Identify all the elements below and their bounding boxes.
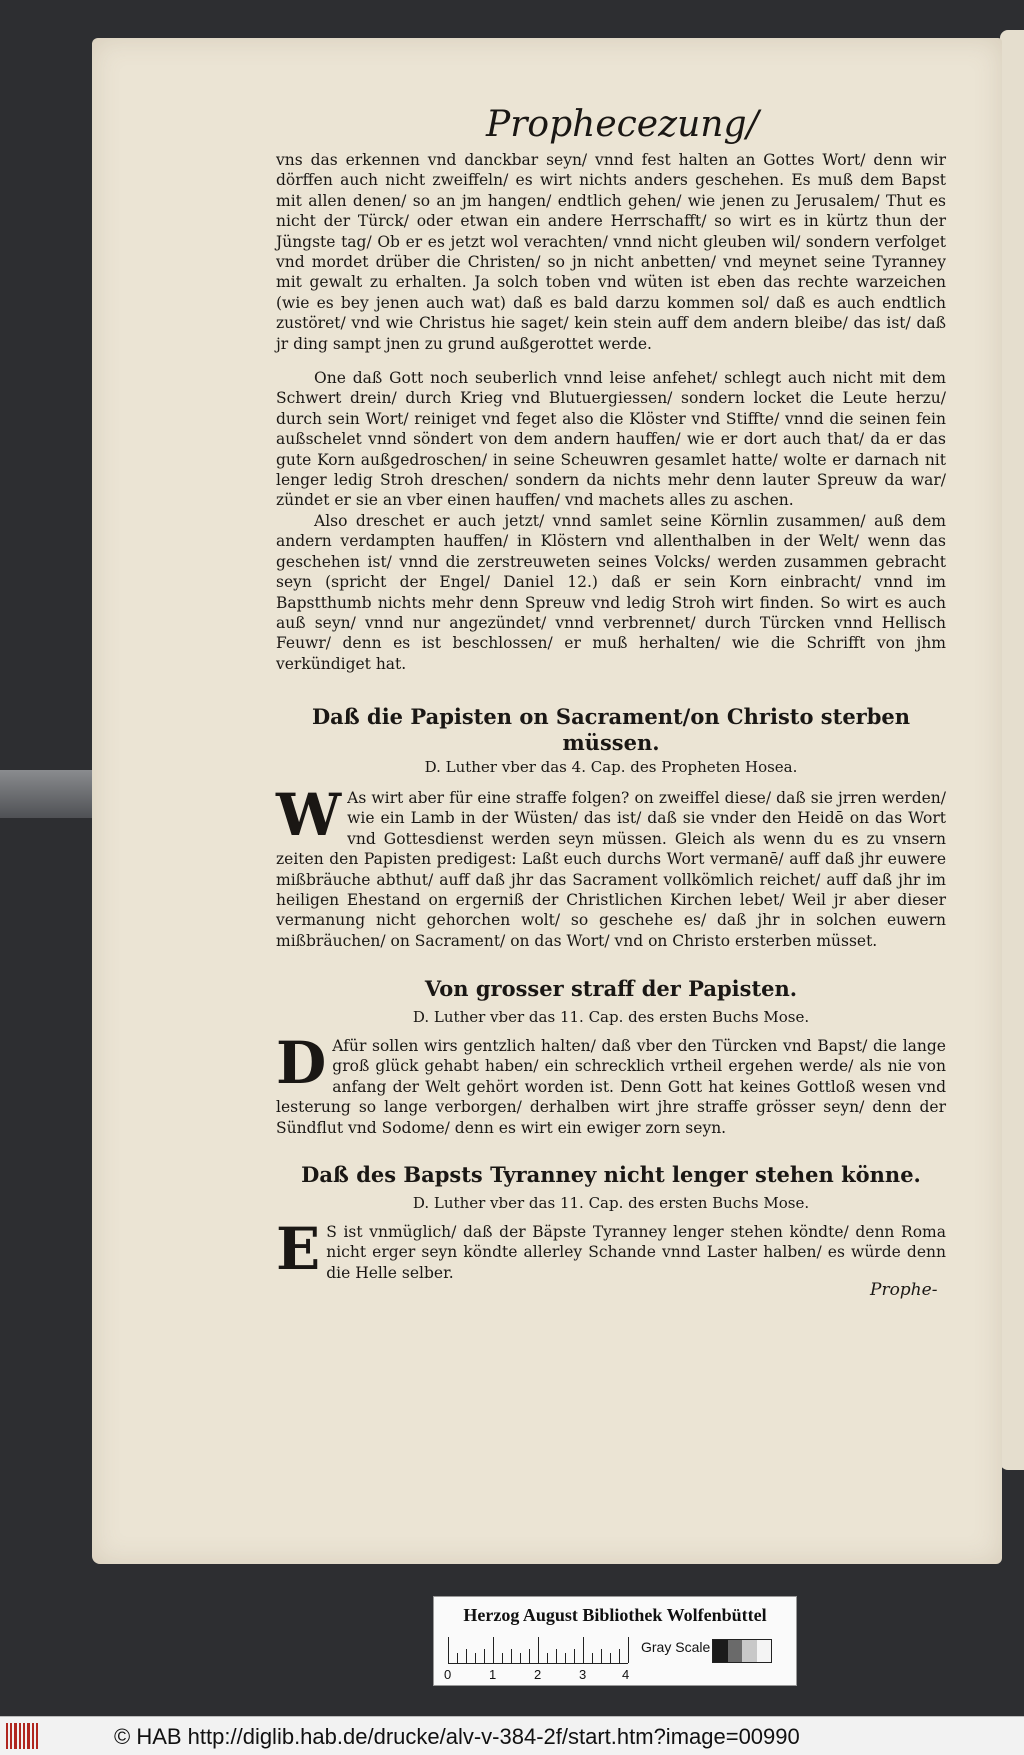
ruler-label-1: 1 xyxy=(489,1667,497,1682)
library-color-card xyxy=(433,1596,797,1686)
paragraph-4 xyxy=(276,781,946,951)
ruler-label-2: 2 xyxy=(534,1667,542,1682)
paragraph-5-text: Afür sollen wirs gentzlich halten/ daß vber den Türcken vnd Bapst/ die lange groß glück gehabt haben/ ein schrecklich vrtheil ergehen werde/ als nie von anfang der Welt gehört worden ist. Denn Gott hat keines Gottloß wesen vnd lesterung so lange verborgen/ derhalben wirt jhre straffe grösser seyn/ denn der Sündflut vnd Sodome/ denn es wirt ein ewiger zorn seyn. xyxy=(276,1037,946,1137)
paragraph-4-text: As wirt aber für eine straffe folgen? on zweiffel diese/ daß sie jrren werden/ wie ein Lamb in der Wüsten/ das ist/ daß sie vnder den Heidē on das Wort vnd Gottesdienst werden seyn müssen. Gleich als wenn du es zu vnsern zeiten den Papisten predigest: Laßt euch durchs Wort vermanē/ auff daß jhr euwere mißbräuche abthut/ auff daß jhr das Sacrament vollkömlich reichet/ auff daß jhr im heiligen Ehestand on ergerniß der Christlichen Kirchen lebet/ Weil jr aber dieser vermanung nicht gehorchen wolt/ so geschehe es/ daß jhr in solchen euwern mißbräuchen/ on Sacrament/ on das Wort/ vnd on Christo ersterben müsset. xyxy=(276,789,946,950)
ruler-label-3: 3 xyxy=(579,1667,587,1682)
ruler-label-4: 4 xyxy=(622,1667,630,1682)
subhead-hosea: D. Luther vber das 4. Cap. des Propheten Hosea. xyxy=(424,758,798,776)
paragraph-6 xyxy=(276,1215,946,1283)
gray-scale-label: Gray Scale xyxy=(641,1639,711,1655)
gray-scale-swatches xyxy=(712,1639,772,1663)
footer-bar xyxy=(0,1716,1024,1755)
gray-swatch xyxy=(713,1640,728,1662)
footer-copyright-url[interactable]: © HAB http://diglib.hab.de/drucke/alv-v-384-2f/start.htm?image=00990 xyxy=(114,1724,800,1749)
scale-ruler xyxy=(448,1637,628,1664)
dropcap-e: E xyxy=(276,1215,321,1283)
heading-grosser-straff: Von grosser straff der Papisten. xyxy=(424,976,798,1001)
gray-swatch xyxy=(742,1640,757,1662)
running-title: Prophecezung/ xyxy=(486,104,759,145)
hab-logo-icon xyxy=(6,1723,46,1749)
gray-swatch xyxy=(728,1640,743,1662)
subhead-mose-2: D. Luther vber das 11. Cap. des ersten Buchs Mose. xyxy=(412,1194,810,1212)
dropcap-d: D xyxy=(276,1029,327,1097)
heading-line-1: Daß die Papisten on Sacrament/on Christo sterben xyxy=(311,704,911,729)
library-name: Herzog August Bibliothek Wolfenbüttel xyxy=(463,1605,767,1625)
paragraph-3: Also dreschet er auch jetzt/ vnnd samlet seine Körnlin zusammen/ auß dem andern verdampten hauffen/ in Klöstern vnd allenthalben in der Welt/ wenn das geschehen ist/ vnnd die zerstreuweten seines Volcks/ werden zusammen gebracht seyn (spricht der Engel/ Daniel 12.) daß er sein Korn einbracht/ vnnd im Bapstthumb nichts mehr denn Spreuw vnd ledig Stroh wirt finden. So wirt es auch auß seyn/ vnnd nur angezündet/ vnnd verbrennet/ durch Türcken vnnd Hellisch Feuwr/ denn es ist beschlossen/ er muß herhalten/ wie die Schrifft von jhm verkündiget hat. xyxy=(276,512,946,673)
paragraph-1: vns das erkennen vnd danckbar seyn/ vnnd fest halten an Gottes Wort/ denn wir dörffen auch nicht zweiffeln/ es wirt nichts anders geschehen. Es muß dem Bapst mit allen denen/ so an jm hangen/ endtlich gehen/ wie jenen zu Jerusalem/ Thut es nicht der Türck/ oder etwan ein andere Herrschafft/ so wirt es in kürtz thun der Jüngste tag/ Ob er es jetzt wol verachten/ vnnd nicht gleuben wil/ sondern verfolget vnd mordet drüber die Christen/ so jn nicht anbetten/ vnd meynet seine Tyranney mit gewalt zu erhalten. Ja solch toben vnd wüten ist eben das rechte warzeichen (wie es bey jenen auch wat) daß es bald darzu kommen sol/ daß es auch endtlich zustöret/ vnd wie Christus hie saget/ kein stein auff dem andern bleibe/ das ist/ daß jr ding sampt jnen zu grund außgerottet werde. xyxy=(276,151,946,353)
heading-line-2: müssen. xyxy=(562,730,660,755)
heading-bapsts-tyranney: Daß des Bapsts Tyranney nicht lenger stehen könne. xyxy=(301,1162,921,1187)
gray-swatch xyxy=(757,1640,772,1662)
ruler-label-0: 0 xyxy=(444,1667,452,1682)
catchword: Prophe- xyxy=(870,1280,938,1300)
dropcap-w: W xyxy=(276,781,342,849)
subhead-mose-1: D. Luther vber das 11. Cap. des ersten Buchs Mose. xyxy=(412,1008,810,1026)
paragraph-5 xyxy=(276,1029,946,1138)
paragraph-6-text: S ist vnmüglich/ daß der Bäpste Tyranney lenger stehen köndte/ denn Roma nicht erger seyn köndte allerley Schande vnnd Laster halben/ es würde denn die Helle selber. xyxy=(326,1223,946,1282)
paragraph-2: One daß Gott noch seuberlich vnnd leise anfehet/ schlegt auch nicht mit dem Schwert drein/ durch Krieg vnd Blutuergiessen/ sondern locket die Leute herzu/ durch sein Wort/ reiniget vnd feget also die Klöster vnd Stiffte/ vnnd die seinen fein außschelet vnnd söndert von dem andern hauffen/ wie er dort auch that/ da er das gute Korn außgedroschen/ in seine Scheuwren gesamlet hatte/ wolte er darnach nit lenger ledig Stroh dreschen/ sondern da nichts mehr denn lauter Spreuw da war/ zündet er sie an vber einen hauffen/ vnd machets alles zu aschen. xyxy=(276,369,946,510)
heading-papisten-sterben xyxy=(276,704,946,756)
adjacent-page-edge xyxy=(1000,30,1024,1470)
